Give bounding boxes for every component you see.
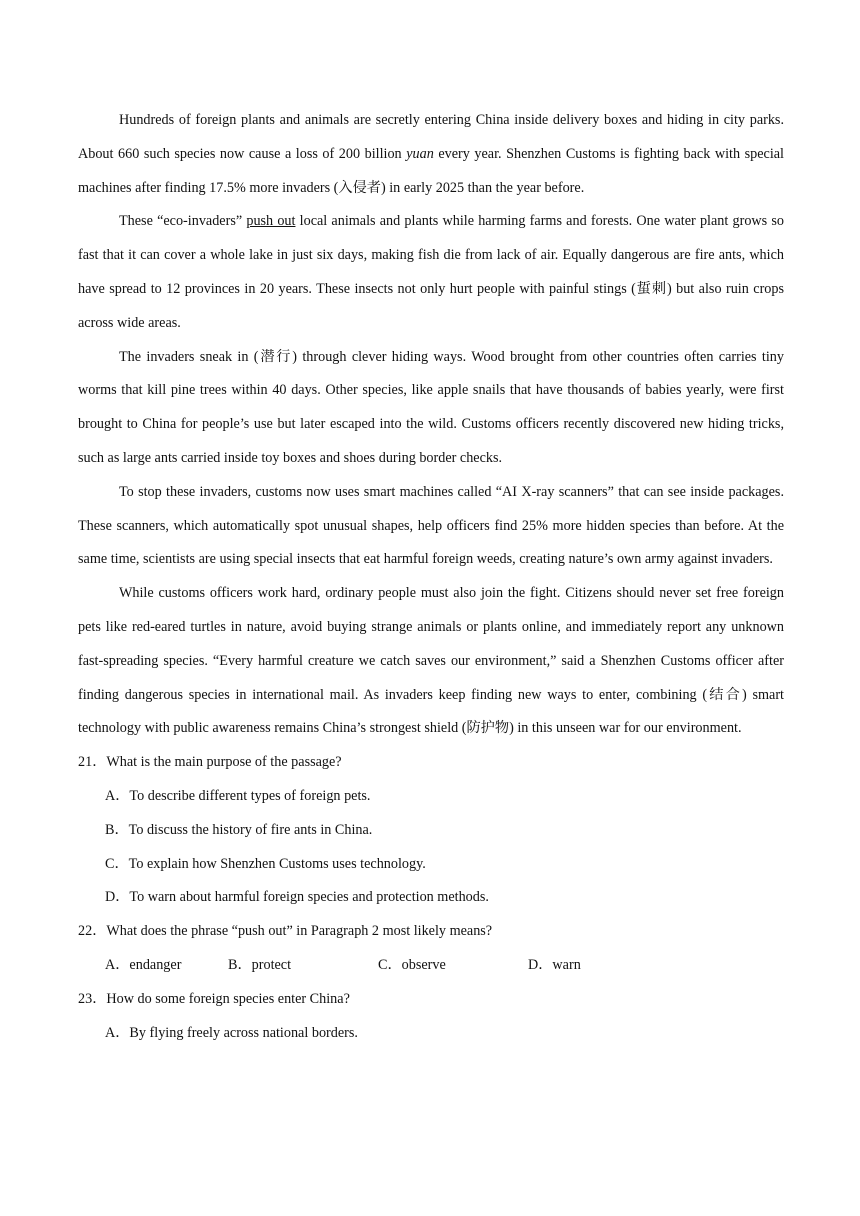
paragraph-5: While customs officers work hard, ordinary people must also join the fight. Citizens should never set free foreign pets like red-eared turtles in nature, avoid buying strange animals or plants online, and immediately report any unknown fast-spreading species. “Every harmful creature we catch saves our environment,” said a Shenzhen Customs officer after finding dangerous species in international mail. As invaders keep finding new ways to enter, combining (结合) smart technology with public awareness remains China’s strongest shield (防护物) in this unseen war for our environment.	[78, 585, 784, 737]
option-21-c[interactable]: C．To explain how Shenzhen Customs uses technology.	[105, 855, 426, 872]
document-page	[78, 104, 784, 1050]
option-22-c[interactable]: C．observe	[378, 956, 446, 973]
question-number: 23．	[78, 990, 107, 1007]
option-22-b[interactable]: B．protect	[228, 956, 292, 973]
paragraph-1	[78, 104, 784, 205]
paragraph-4: To stop these invaders, customs now uses smart machines called “AI X-ray scanners” that can see inside packages. These scanners, which automatically spot unusual shapes, help officers find 25% more hidden species than before. At the same time, scientists are using special insects that eat harmful foreign weeds, creating nature’s own army against invaders.	[78, 483, 784, 568]
question-text: What does the phrase “push out” in Paragraph 2 most likely means?	[106, 923, 493, 940]
paragraph-2-text-a: These “eco-invaders”	[119, 213, 247, 230]
options-row-22	[78, 949, 784, 983]
option-21-b[interactable]: B．To discuss the history of fire ants in China.	[105, 821, 373, 838]
option-22-d[interactable]: D．warn	[528, 956, 581, 973]
question-number: 21．	[78, 754, 107, 771]
paragraph-1-text-b: every year. Shenzhen Customs is fighting back with special machines after finding 17.5% more invaders (入侵者) in early 2025 than the year before.	[78, 145, 785, 196]
paragraph-2-text-b: local animals and plants while harming farms and forests. One water plant grows so fast that it can cover a whole lake in just six days, making fish die from lack of air. Equally dangerous are fire ants, which have spread to 12 provinces in 20 years. These insects not only hurt people with painful stings (蜇刺) but also ruin crops across wide areas.	[78, 213, 784, 331]
question-21	[78, 746, 784, 780]
paragraph-3: The invaders sneak in (潜行) through clever hiding ways. Wood brought from other countries often carries tiny worms that kill pine trees within 40 days. Other species, like apple snails that have thousands of babies yearly, were first brought to China for people’s use but later escaped into the wild. Customs officers recently discovered new hiding tricks, such as large ants carried inside toy boxes and shoes during border checks.	[78, 348, 784, 466]
option-21-d[interactable]: D．To warn about harmful foreign species and protection methods.	[105, 889, 489, 906]
question-number: 22．	[78, 923, 107, 940]
question-22	[78, 915, 784, 949]
paragraph-1-text-a: Hundreds of foreign plants and animals are secretly entering China inside delivery boxes and hiding in city parks. About 660 such species now cause a loss of 200 billion	[78, 112, 784, 162]
underlined-phrase: push out	[246, 213, 296, 230]
question-23	[78, 983, 784, 1017]
question-text: What is the main purpose of the passage?	[106, 754, 342, 771]
option-22-a[interactable]: A．endanger	[105, 956, 182, 973]
paragraph-1-italic-term: yuan	[406, 145, 434, 162]
paragraph-2	[78, 205, 784, 340]
option-23-a[interactable]: A．By flying freely across national borders.	[105, 1024, 358, 1041]
question-text: How do some foreign species enter China?	[106, 990, 350, 1007]
option-21-a[interactable]: A．To describe different types of foreign pets.	[105, 787, 371, 804]
